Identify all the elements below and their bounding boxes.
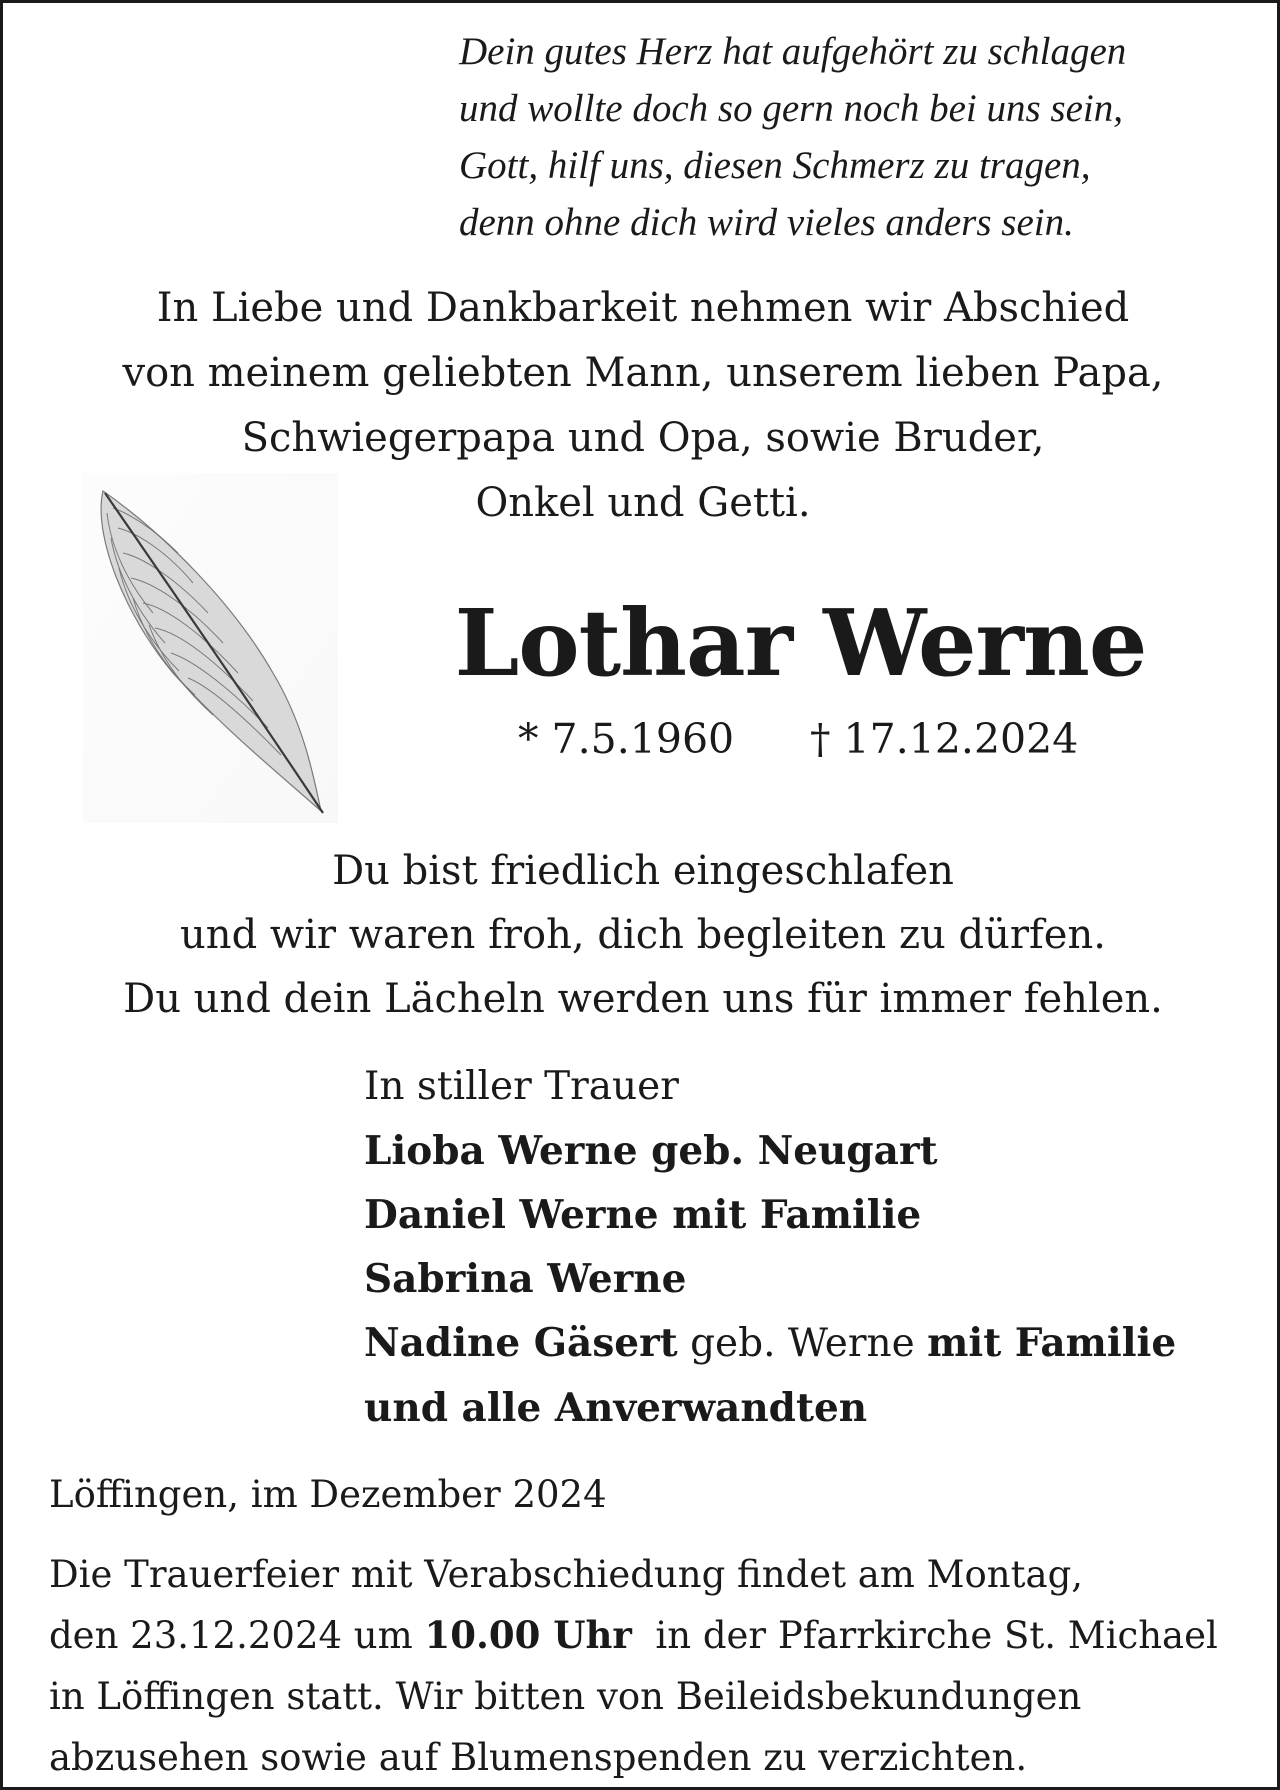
memorial-verse bbox=[3, 839, 1280, 1031]
service-line-part: in der Pfarrkirche St. Michael bbox=[631, 1614, 1218, 1657]
mourner-name: und alle Anverwandten bbox=[364, 1385, 868, 1431]
verse-line: und wir waren froh, dich begleiten zu dürfen. bbox=[180, 912, 1106, 958]
mourner-name-part: geb. Werne bbox=[677, 1321, 928, 1366]
mourner-name: Sabrina Werne bbox=[364, 1256, 687, 1302]
mourners-heading: In stiller Trauer bbox=[364, 1064, 679, 1109]
service-line: Die Trauerfeier mit Verabschiedung findet am Montag, bbox=[49, 1553, 1084, 1596]
poem-line: und wollte doch so gern noch bei uns sein, bbox=[459, 87, 1124, 130]
service-line-part: den 23.12.2024 um bbox=[49, 1614, 425, 1657]
service-time: 10.00 Uhr bbox=[424, 1613, 632, 1657]
service-info bbox=[49, 1544, 1218, 1788]
deceased-name: Lothar Werne bbox=[454, 589, 1147, 697]
verse-line: Du bist friedlich eingeschlafen bbox=[332, 848, 954, 894]
mourner-name: Lioba Werne geb. Neugart bbox=[364, 1128, 938, 1174]
poem bbox=[459, 23, 1126, 251]
intro-line: Schwiegerpapa und Opa, sowie Bruder, bbox=[241, 415, 1045, 461]
service-line: abzusehen sowie auf Blumenspenden zu verzichten. bbox=[49, 1736, 1028, 1779]
place-date: Löffingen, im Dezember 2024 bbox=[49, 1473, 607, 1516]
intro-line: Onkel und Getti. bbox=[475, 480, 811, 526]
mourner-name: Daniel Werne mit Familie bbox=[364, 1192, 922, 1238]
service-line: in Löffingen statt. Wir bitten von Beileidsbekundungen bbox=[49, 1675, 1082, 1718]
intro-line: von meinem geliebten Mann, unserem lieben Papa, bbox=[122, 350, 1164, 396]
poem-line: Dein gutes Herz hat aufgehört zu schlagen bbox=[459, 30, 1127, 73]
mourner-name bbox=[364, 1311, 1176, 1376]
verse-line: Du und dein Lächeln werden uns für immer fehlen. bbox=[123, 976, 1163, 1022]
mourner-name-part: mit Familie bbox=[927, 1320, 1177, 1366]
birth-date: * 7.5.1960 bbox=[518, 715, 735, 763]
death-date: † 17.12.2024 bbox=[810, 715, 1079, 763]
service-line bbox=[49, 1605, 1218, 1666]
mourners-list bbox=[364, 1055, 1176, 1440]
intro-line: In Liebe und Dankbarkeit nehmen wir Abschied bbox=[156, 285, 1130, 331]
mourner-name-part: Nadine Gäsert bbox=[364, 1320, 678, 1366]
poem-line: Gott, hilf uns, diesen Schmerz zu tragen, bbox=[459, 144, 1091, 187]
poem-line: denn ohne dich wird vieles anders sein. bbox=[459, 201, 1074, 244]
feather-icon bbox=[83, 473, 338, 823]
